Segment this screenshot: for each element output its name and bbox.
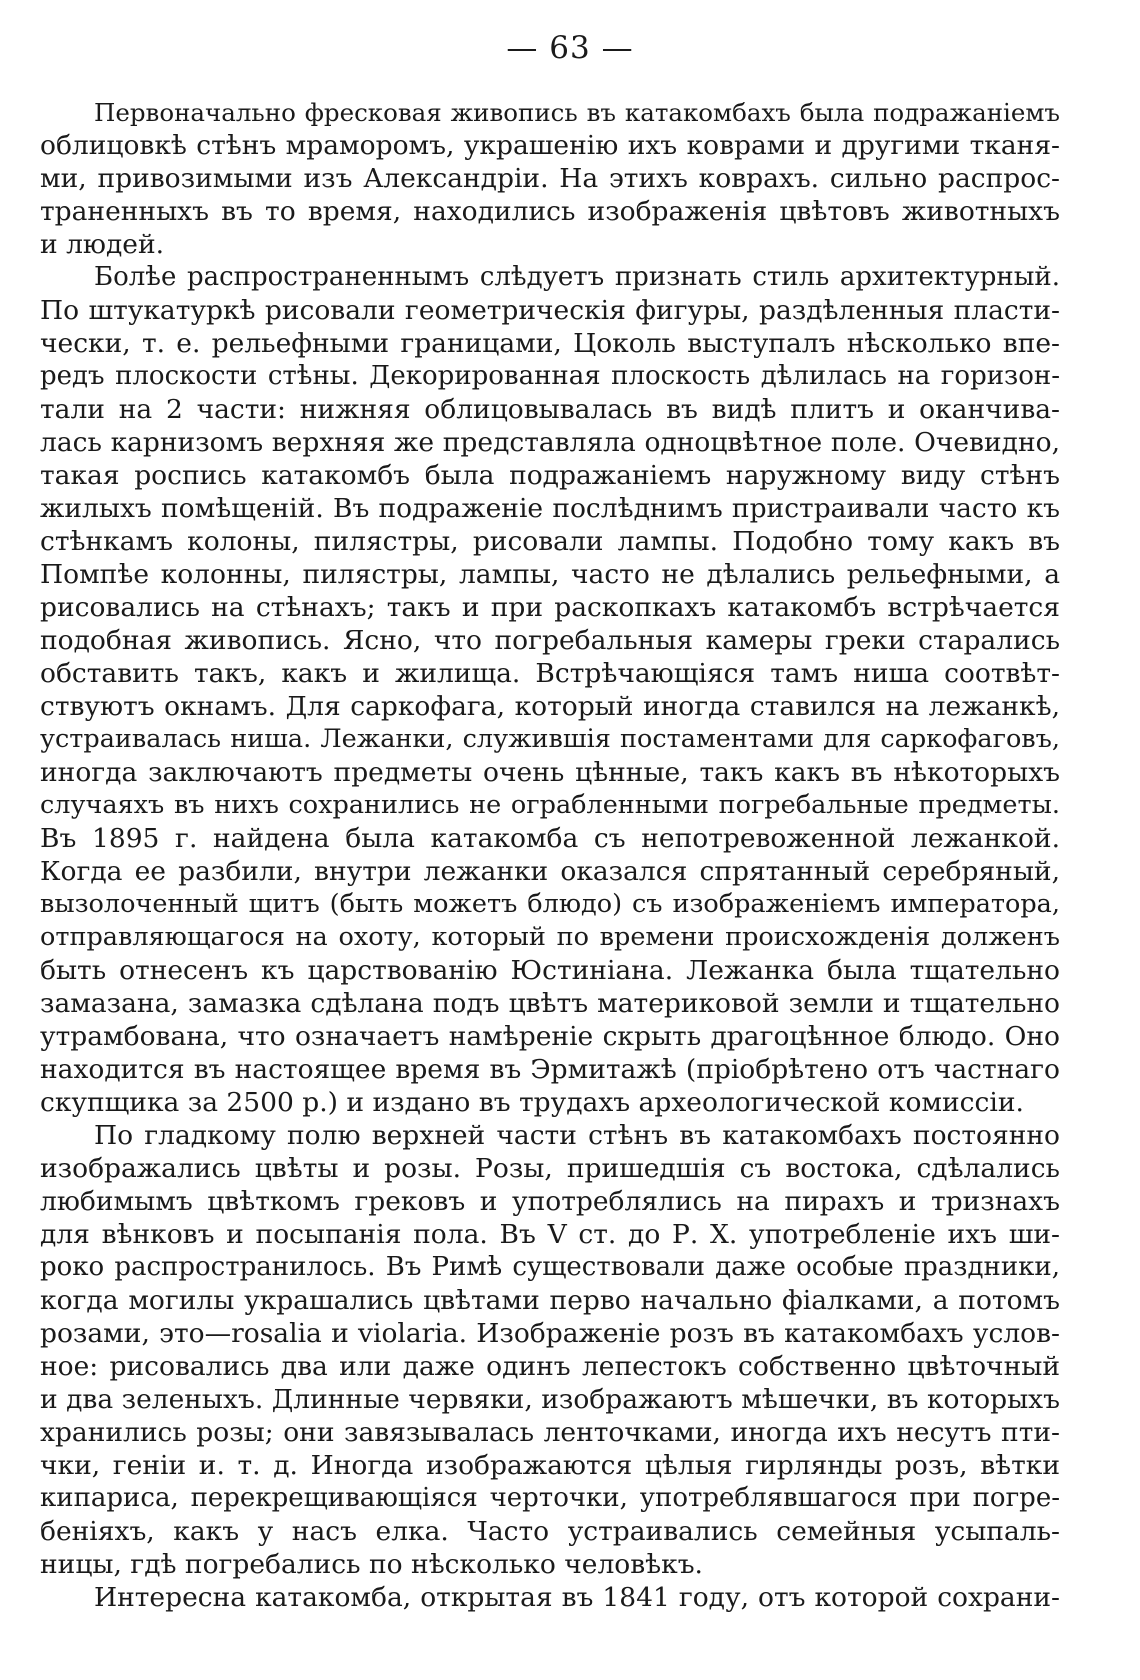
- text-body: [40, 96, 1060, 1614]
- text-line: обставить такъ, какъ и жилища. Встрѣчающіяся тамъ ниша соотвѣт-: [40, 658, 1060, 689]
- text-line: стѣнкамъ колоны, пилястры, рисовали лампы. Подобно тому какъ въ: [40, 526, 1060, 557]
- text-line: подобная живопись. Ясно, что погребальныя камеры греки старались: [40, 625, 1060, 656]
- text-line: отправляющагося на охоту, который по времени происхожденія долженъ: [40, 922, 1060, 952]
- text-line: любимымъ цвѣткомъ грековъ и употреблялись на пирахъ и тризнахъ: [40, 1186, 1060, 1217]
- text-line: для вѣнковъ и посыпанія пола. Въ V ст. до Р. Х. употребленіе ихъ ши-: [40, 1219, 1060, 1250]
- text-line: чки, геніи и. т. д. Иногда изображаются цѣлыя гирлянды розъ, вѣтки: [40, 1450, 1060, 1481]
- text-line: хранились розы; они завязывалась ленточками, иногда ихъ несутъ пти-: [40, 1417, 1060, 1448]
- text-line: ми, привозимыми изъ Александріи. На этихъ коврахъ. сильно распрос-: [40, 163, 1060, 194]
- text-line: такая роспись катакомбъ была подражаніемъ наружному виду стѣнъ: [40, 460, 1060, 491]
- text-line: ное: рисовались два или даже одинъ лепестокъ собственно цвѣточный: [40, 1351, 1060, 1382]
- text-line: По штукатуркѣ рисовали геометрическія фигуры, раздѣленныя пласти-: [40, 295, 1060, 326]
- text-line: По гладкому полю верхней части стѣнъ въ катакомбахъ постоянно: [94, 1120, 1060, 1151]
- text-line: тали на 2 части: нижняя облицовывалась въ видѣ плитъ и оканчива-: [40, 394, 1060, 425]
- text-line: изображались цвѣты и розы. Розы, пришедшія съ востока, сдѣлались: [40, 1153, 1060, 1184]
- text-line: иногда заключаютъ предметы очень цѣнные, такъ какъ въ нѣкоторыхъ: [40, 757, 1060, 788]
- text-line: Помпѣе колонны, пилястры, лампы, часто не дѣлались рельефными, а: [40, 559, 1060, 590]
- text-line: Болѣе распространеннымъ слѣдуетъ признать стиль архитектурный.: [94, 262, 1060, 292]
- text-line: и два зеленыхъ. Длинные червяки, изображаютъ мѣшечки, въ которыхъ: [40, 1384, 1060, 1415]
- text-line: роко распространилось. Въ Римѣ существовали даже особые праздники,: [40, 1252, 1060, 1282]
- text-line: ствуютъ окнамъ. Для саркофага, который иногда ставился на лежанкѣ,: [40, 691, 1060, 722]
- text-line: быть отнесенъ къ царствованію Юстиніана. Лежанка была тщательно: [40, 955, 1060, 986]
- text-line: и людей.: [40, 229, 165, 260]
- text-line: утрамбована, что означаетъ намѣреніе скрыть драгоцѣнное блюдо. Оно: [40, 1021, 1060, 1052]
- text-line: траненныхъ въ то время, находились изображенія цвѣтовъ животныхъ: [40, 196, 1060, 227]
- text-line: вызолоченный щитъ (быть можетъ блюдо) съ изображеніемъ императора,: [40, 889, 1060, 919]
- text-line: случаяхъ въ нихъ сохранились не ограбленными погребальные предметы.: [40, 790, 1060, 820]
- text-line: чески, т. е. рельефными границами, Цоколь выступалъ нѣсколько впе-: [40, 328, 1060, 359]
- text-line: скупщика за 2500 р.) и издано въ трудахъ археологической комиссіи.: [40, 1087, 1024, 1118]
- text-line: редъ плоскости стѣны. Декорированная плоскость дѣлилась на горизон-: [40, 361, 1060, 391]
- text-line: облицовкѣ стѣнъ мраморомъ, украшенію ихъ коврами и другими тканя-: [40, 130, 1060, 161]
- text-line: лась карнизомъ верхняя же представляла одноцвѣтное поле. Очевидно,: [40, 427, 1060, 458]
- text-line: Въ 1895 г. найдена была катакомба съ непотревоженной лежанкой.: [40, 823, 1060, 854]
- page-number: — 63 —: [506, 30, 634, 66]
- text-line: замазана, замазка сдѣлана подъ цвѣтъ материковой земли и тщательно: [40, 988, 1060, 1019]
- text-line: устраивалась ниша. Лежанки, служившія постаментами для саркофаговъ,: [40, 724, 1060, 754]
- text-line: розами, это—rosalia и violaria. Изображеніе розъ въ катакомбахъ услов-: [40, 1318, 1060, 1349]
- text-line: беніяхъ, какъ у насъ елка. Часто устраивались семейныя усыпаль-: [40, 1516, 1060, 1547]
- text-line: кипариса, перекрещивающіяся черточки, употреблявшагося при погре-: [40, 1483, 1060, 1513]
- text-line: Интересна катакомба, открытая въ 1841 году, отъ которой сохрани-: [94, 1582, 1060, 1613]
- text-line: жилыхъ помѣщеній. Въ подраженіе послѣднимъ пристраивали часто къ: [40, 493, 1060, 524]
- text-line: когда могилы украшались цвѣтами перво начально фіалками, а потомъ: [40, 1285, 1060, 1316]
- text-line: ницы, гдѣ погребались по нѣсколько человѣкъ.: [40, 1549, 703, 1580]
- text-line: Первоначально фресковая живопись въ катакомбахъ была подражаніемъ: [94, 98, 1060, 127]
- text-line: рисовались на стѣнахъ; такъ и при раскопкахъ катакомбъ встрѣчается: [40, 592, 1060, 623]
- text-line: Когда ее разбили, внутри лежанки оказался спрятанный серебряный,: [40, 856, 1060, 887]
- text-line: находится въ настоящее время въ Эрмитажѣ (пріобрѣтено отъ частнаго: [40, 1054, 1060, 1085]
